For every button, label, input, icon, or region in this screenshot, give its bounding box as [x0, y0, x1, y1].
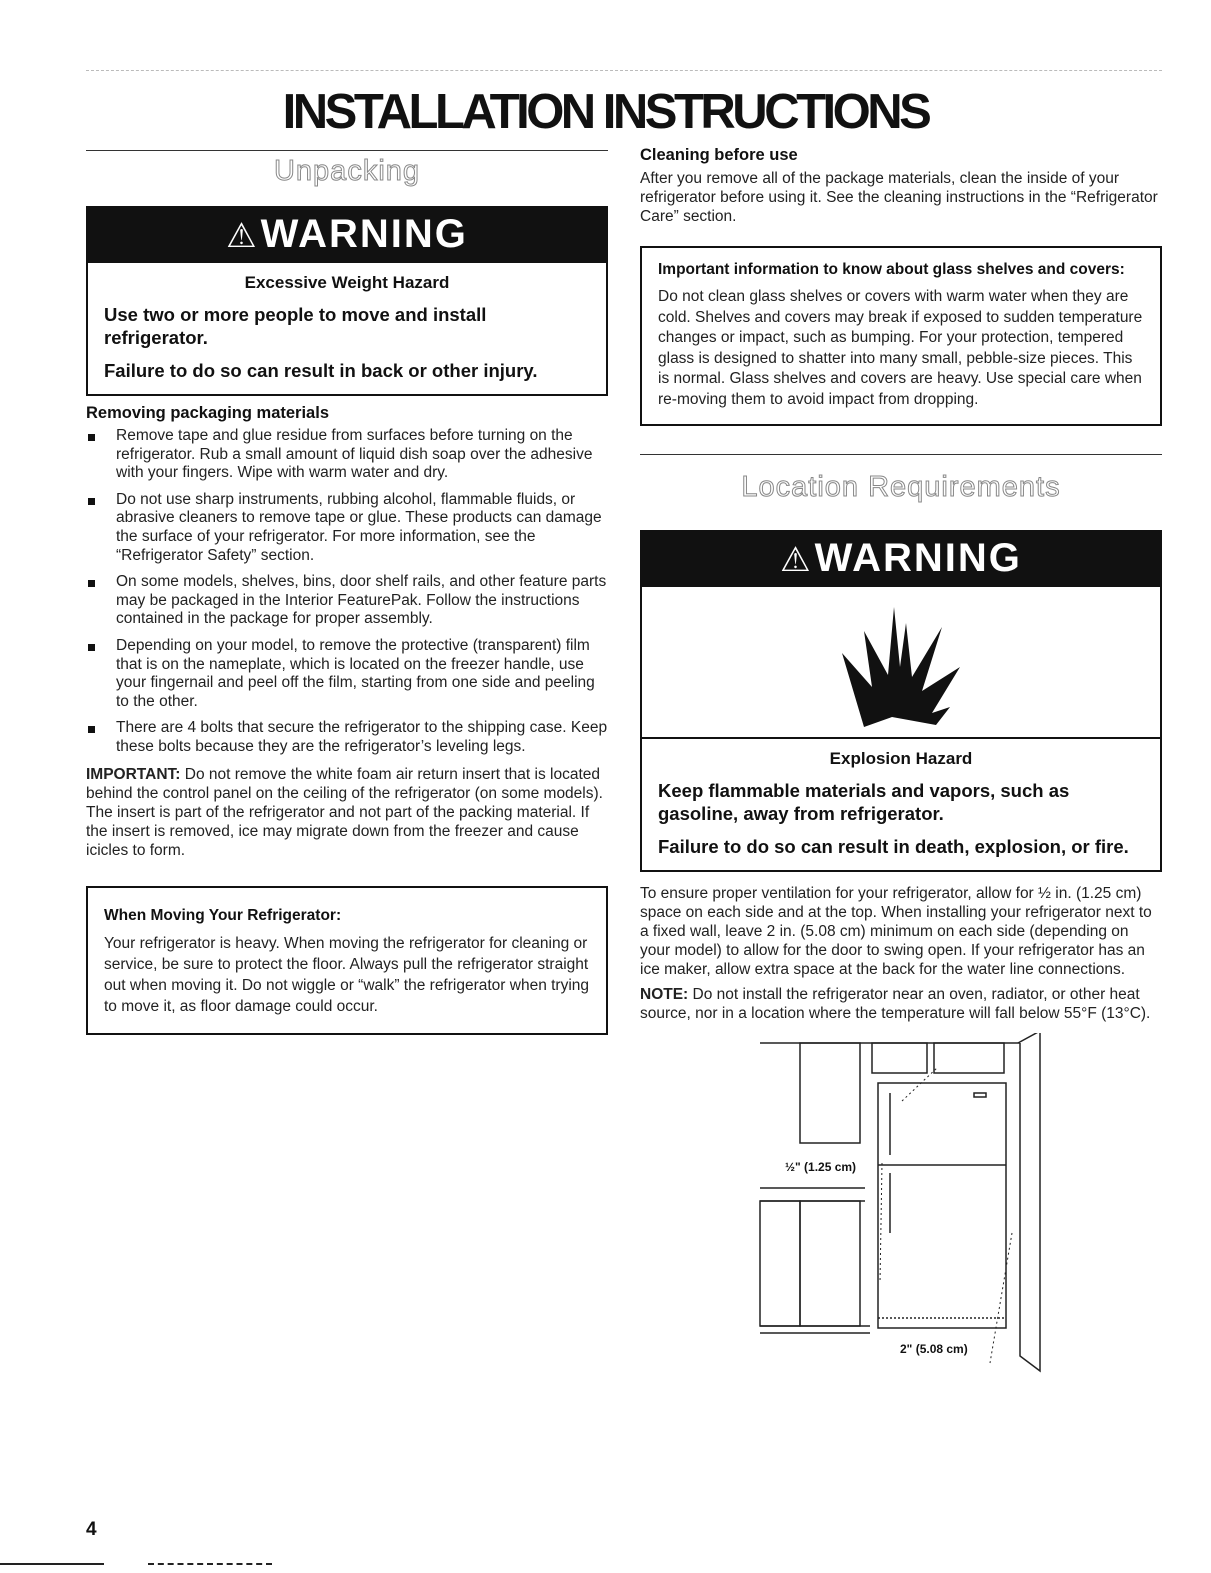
moving-refrigerator-box [86, 886, 608, 1035]
left-column [86, 150, 608, 1035]
unpacking-section-title: Unpacking [273, 155, 421, 187]
upper-cabinet [800, 1043, 860, 1143]
top-clearance-label: ½" (1.25 cm) [785, 1160, 857, 1174]
packaging-bullet-list [86, 427, 608, 757]
list-item: On some models, shelves, bins, door shelf rails, and other feature parts may be packaged in the Interior FeaturePak. Follow the instructions contained in the package for proper assembly. [86, 573, 608, 629]
list-item: There are 4 bolts that secure the refrigerator to the shipping case. Keep these bolts because they are the refrigerator’s leveling legs. [86, 719, 608, 756]
section-rule [86, 150, 608, 151]
warning-header [88, 208, 606, 263]
footer-rule [0, 1563, 104, 1565]
moving-box-text: Your refrigerator is heavy. When moving the refrigerator for cleaning or service, be sure to protect the floor. Always pull the refrigerator straight out when moving it. Do not wiggle or “walk” the refrigerator when trying to move it, as floor damage could occur. [104, 934, 590, 1015]
important-paragraph [86, 765, 608, 860]
warning-body [88, 263, 606, 394]
list-item: Remove tape and glue residue from surfaces before turning on the refrigerator. Rub a small amount of liquid dish soap over the adhesive with your fingers. Wipe with warm water and dry. [86, 427, 608, 483]
glass-shelves-box [640, 246, 1162, 426]
location-section-title: Location Requirements [741, 471, 1061, 503]
upper-cabinet [934, 1043, 1004, 1073]
hazard-instruction: Use two or more people to move and install refrigerator. [104, 304, 487, 348]
note-paragraph [640, 985, 1162, 1023]
list-item: Do not use sharp instruments, rubbing alcohol, flammable fluids, or abrasive cleaners to remove tape or glue. These products can damage the surface of your refrigerator. For more information, see the “Refrigerator Safety” section. [86, 491, 608, 565]
right-column [640, 146, 1162, 1383]
important-label: IMPORTANT: [86, 765, 181, 783]
top-dashed-rule [86, 70, 1162, 71]
important-text: Do not remove the white foam air return insert that is located behind the control panel on the ceiling of the refrigerator (on some models). The insert is part of the refrigerator and not part of the packing material. If the insert is removed, ice may migrate down from the freezer and cause icicles to form. [86, 765, 603, 859]
warning-triangle-icon: ⚠ [226, 217, 259, 255]
page-title: INSTALLATION INSTRUCTIONS [282, 85, 929, 139]
glass-box-text: Do not clean glass shelves or covers with warm water when they are cold. Shelves and covers may break if exposed to sudden temperature changes or impact, such as bumping. For your protection, tempered glass is designed to shatter into many small, pebble-size pieces. This is normal. Glass shelves and covers are heavy. Use special care when re-moving them to avoid impact from dropping. [658, 288, 1143, 408]
hazard-consequence: Failure to do so can result in death, explosion, or fire. [658, 836, 1129, 857]
page-number: 4 [86, 1519, 97, 1540]
ventilation-text: To ensure proper ventilation for your refrigerator, allow for ½ in. (1.25 cm) space on each side and at the top. When installing your refrigerator next to a fixed wall, leave 2 in. (5.08 cm) minimum on each side (depending on your model) to allow for the door to swing open. If your refrigerator has an ice maker, allow extra space at the back for the water line connections. [640, 885, 1152, 978]
footer-rule [148, 1563, 272, 1565]
cleaning-text: After you remove all of the package materials, clean the inside of your refrigerator before using it. See the cleaning instructions in the “Refrigerator Care” section. [640, 170, 1158, 225]
hazard-consequence: Failure to do so can result in back or other injury. [104, 360, 538, 381]
list-item: Depending on your model, to remove the protective (transparent) film that is on the nameplate, which is located on the freezer handle, use your fingernail and peel off the film, starting from one side and peeling to the other. [86, 637, 608, 711]
upper-cabinet [872, 1043, 927, 1073]
explosion-symbol-area [642, 587, 1160, 739]
removing-packaging-heading: Removing packaging materials [86, 404, 329, 422]
note-label: NOTE: [640, 986, 689, 1003]
weight-warning-box [86, 206, 608, 396]
side-clearance-label: 2" (5.08 cm) [900, 1342, 968, 1356]
explosion-warning-box [640, 530, 1162, 872]
clearance-diagram [750, 1033, 1170, 1383]
note-text: Do not install the refrigerator near an oven, radiator, or other heat source, nor in a location where the temperature will fall below 55°F (13°C). [640, 986, 1151, 1022]
refrigerator [878, 1083, 1006, 1328]
lower-cabinet [760, 1201, 800, 1326]
moving-box-title: When Moving Your Refrigerator: [104, 906, 342, 924]
warning-triangle-icon: ⚠ [780, 541, 813, 579]
lower-cabinet [800, 1201, 860, 1326]
warning-body [642, 739, 1160, 870]
warning-label: WARNING [260, 212, 468, 256]
cleaning-heading: Cleaning before use [640, 146, 798, 164]
hazard-title: Explosion Hazard [829, 749, 973, 768]
warning-label: WARNING [814, 536, 1022, 580]
section-rule [640, 454, 1162, 455]
glass-box-title: Important information to know about glass shelves and covers: [658, 261, 1125, 278]
hazard-title: Excessive Weight Hazard [244, 273, 450, 292]
warning-header [642, 532, 1160, 587]
explosion-icon [642, 587, 1160, 737]
hazard-instruction: Keep flammable materials and vapors, such as gasoline, away from refrigerator. [658, 780, 1070, 824]
